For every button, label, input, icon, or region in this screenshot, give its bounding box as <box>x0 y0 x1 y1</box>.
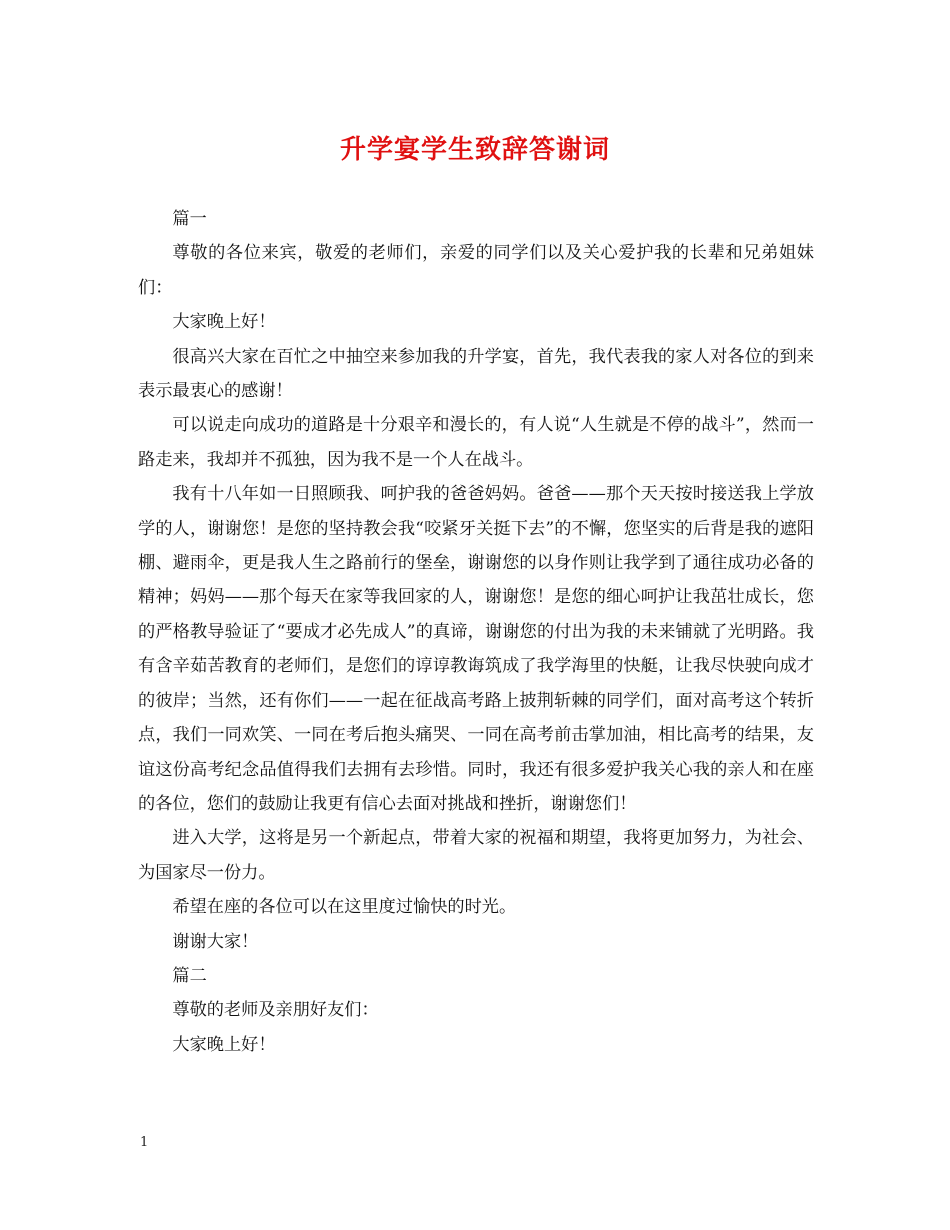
body-paragraph: 可以说走向成功的道路是十分艰辛和漫长的，有人说“人生就是不停的战斗”，然而一路走来，我却并不孤独，因为我不是一个人在战斗。 <box>138 415 814 470</box>
body-paragraph: 进入大学，这将是另一个新起点，带着大家的祝福和期望，我将更加努力，为社会、为国家尽一份力。 <box>138 828 814 883</box>
greeting-paragraph: 大家晚上好！ <box>172 1034 276 1055</box>
page-number: 1 <box>140 1135 149 1150</box>
body-paragraph: 我有十八年如一日照顾我、呵护我的爸爸妈妈。爸爸——那个天天按时接送我上学放学的人，谢谢您！是您的坚持教会我“咬紧牙关挺下去”的不懈，您坚实的后背是我的遮阳棚、避雨伞，更是我人生之路前行的堡垒，谢谢您的以身作则让我学到了通往成功必备的精神；妈妈——那个每天在家等我回家的人，谢谢您！是您的细心呵护让我茁壮成长，您的严格教导验证了“要成才必先成人”的真谛，谢谢您的付出为我的未来铺就了光明路。我有含辛茹苦教育的老师们，是您们的谆谆教诲筑成了我学海里的快艇，让我尽快驶向成才的彼岸；当然，还有你们——一起在征战高考路上披荆斩棘的同学们，面对高考这个转折点，我们一同欢笑、一同在考后抱头痛哭、一同在高考前击掌加油，相比高考的结果，友谊这份高考纪念品值得我们去拥有去珍惜。同时，我还有很多爱护我关心我的亲人和在座的各位，您们的鼓励让我更有信心去面对挑战和挫折，谢谢您们！ <box>138 484 814 814</box>
salutation-paragraph: 尊敬的老师及亲朋好友们： <box>172 1000 379 1021</box>
salutation-paragraph: 尊敬的各位来宾，敬爱的老师们，亲爱的同学们以及关心爱护我的长辈和兄弟姐妹们： <box>138 243 814 298</box>
section-heading-2: 篇二 <box>172 965 207 986</box>
document-body <box>138 202 814 1062</box>
closing-paragraph: 谢谢大家！ <box>172 931 259 952</box>
body-paragraph: 很高兴大家在百忙之中抽空来参加我的升学宴，首先，我代表我的家人对各位的到来表示最衷心的感谢！ <box>138 346 814 402</box>
document-title: 升学宴学生致辞答谢词 <box>339 135 610 165</box>
greeting-paragraph: 大家晚上好！ <box>172 312 276 333</box>
body-paragraph: 希望在座的各位可以在这里度过愉快的时光。 <box>172 897 517 918</box>
section-heading-1: 篇一 <box>172 209 207 229</box>
